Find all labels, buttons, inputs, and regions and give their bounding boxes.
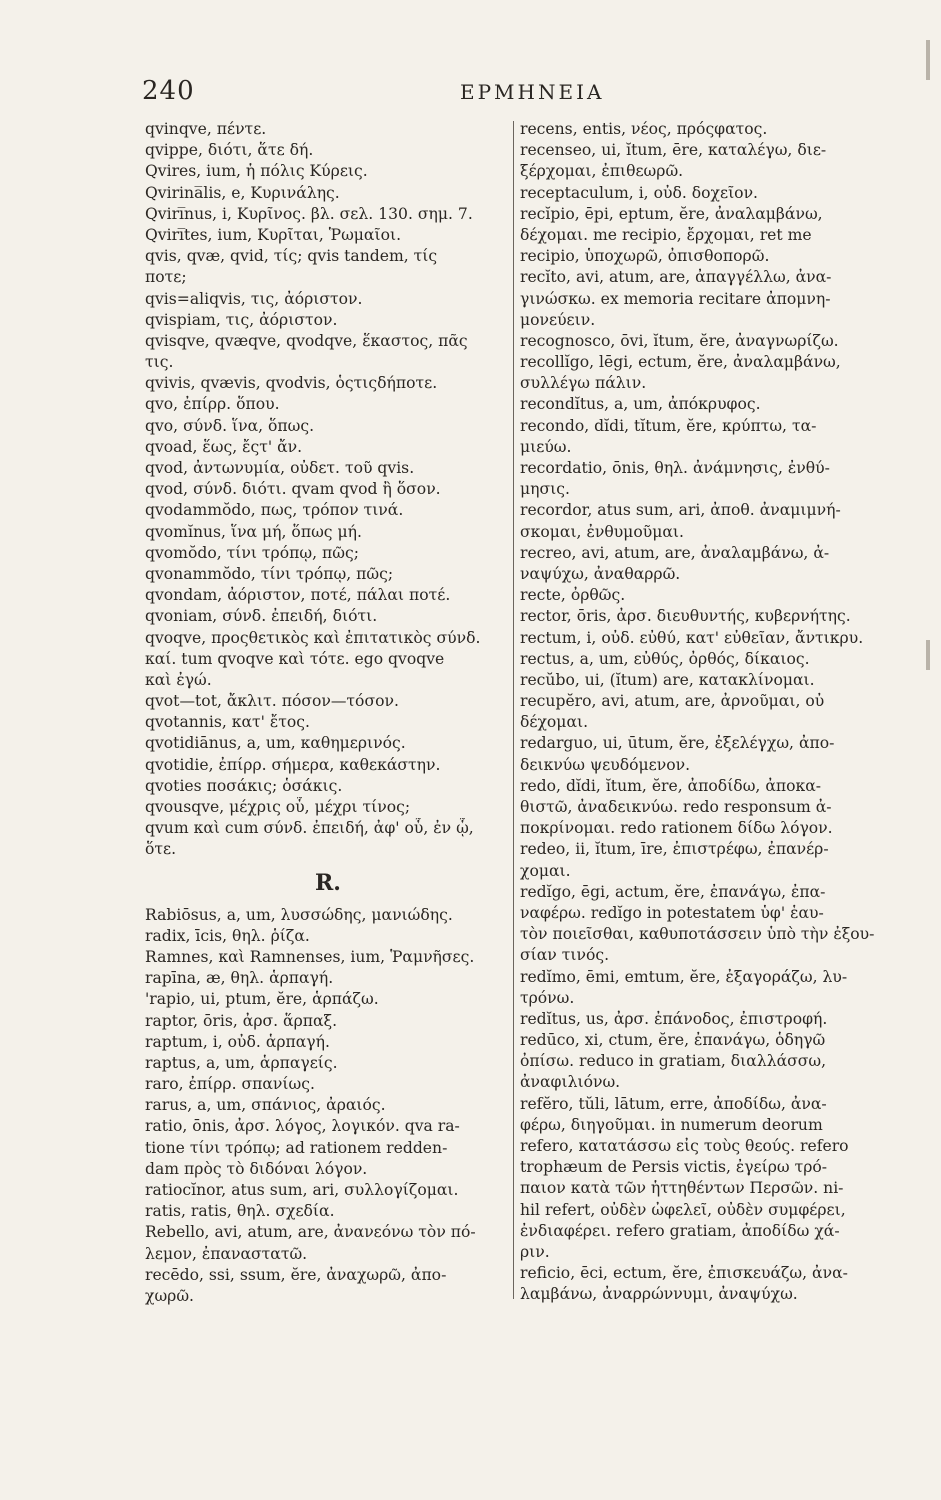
- entry-line: hil refert, οὐδὲν ὠφελεῖ, οὐδὲν συμφέρει,: [520, 1200, 846, 1219]
- entry-line: Rebello, avi, atum, are, ἀνανεόνω τὸν πό-: [145, 1223, 476, 1242]
- entry-line: qvod, ἀντωνυμία, οὐδετ. τοῦ qvis.: [145, 459, 415, 477]
- right-column: [520, 119, 900, 1306]
- entry-line: qvis, qvæ, qvid, τίς; qvis tandem, τίς: [145, 247, 438, 266]
- entry-line: redūco, xi, ctum, ĕre, ἐπανάγω, ὁδηγῶ: [520, 1031, 826, 1050]
- entry-line: σίαν τινός.: [520, 946, 610, 965]
- entry-line: Qvires, ium, ἡ πόλις Κύρεις.: [145, 162, 368, 181]
- entry-line: qvotidie, ἐπίρρ. σήμερα, καθεκάστην.: [145, 755, 441, 774]
- entry-line: ratio, ōnis, ἀρσ. λόγος, λογικόν. qva ra-: [145, 1117, 460, 1136]
- entry-line: τις.: [145, 353, 174, 372]
- entry-line: radix, īcis, θηλ. ῥίζα.: [145, 926, 310, 945]
- entry-line: δέχομαι. me recipio, ἔρχομαι, ret me: [520, 225, 812, 244]
- page-edge-mark: [926, 640, 930, 670]
- entry-line: rapīna, æ, θηλ. ἁρπαγή.: [145, 969, 334, 988]
- entry-line: raro, ἐπίρρ. σπανίως.: [145, 1075, 315, 1094]
- entry-line: qvum καὶ cum σύνδ. ἐπειδή, ἀφ' οὗ, ἐν ᾧ,: [145, 819, 474, 838]
- entry-line: recognosco, ōvi, ĭtum, ĕre, ἀναγνωρίζω.: [520, 331, 839, 350]
- entry-line: qvo, σύνδ. ἵνα, ὅπως.: [145, 416, 315, 435]
- entry-line: μονεύειν.: [520, 310, 596, 329]
- entry-line: μησις.: [520, 480, 570, 499]
- entry-line: qvotidiānus, a, um, καθημερινός.: [145, 734, 406, 753]
- entry-line: recreo, avi, atum, are, ἀναλαμβάνω, ἀ-: [520, 543, 830, 562]
- entry-line: recipio, ὑποχωρῶ, ὀπισθοπορῶ.: [520, 247, 770, 266]
- entry-line: 'rapio, ui, ptum, ĕre, ἁρπάζω.: [145, 990, 379, 1009]
- entry-line: refero, κατατάσσω εἰς τοὺς θεούς. refero: [520, 1137, 849, 1155]
- entry-line: qvispiam, τις, ἀόριστον.: [145, 310, 338, 329]
- entry-line: ριν.: [520, 1242, 550, 1261]
- entry-line: ποτε;: [145, 268, 187, 287]
- entry-line: raptus, a, um, ἁρπαγείς.: [145, 1053, 338, 1072]
- entry-line: recenseo, ui, ĭtum, ēre, καταλέγω, διε-: [520, 141, 827, 160]
- entry-line: rarus, a, um, σπάνιος, ἀραιός.: [145, 1096, 386, 1115]
- left-column: [145, 119, 511, 1307]
- entry-line: ναψύχω, ἀναθαρρῶ.: [520, 564, 681, 583]
- entry-line: qvivis, qvævis, qvodvis, ὁςτιςδήποτε.: [145, 374, 438, 393]
- entry-line: ὀπίσω. reduco in gratiam, διαλλάσσω,: [520, 1052, 827, 1071]
- entry-line: rectus, a, um, εὐθύς, ὀρθός, δίκαιος.: [520, 649, 810, 668]
- entry-line: λεμον, ἐπαναστατῶ.: [145, 1244, 308, 1263]
- page-number: 240: [142, 76, 195, 106]
- entry-line: ratis, ratis, θηλ. σχεδία.: [145, 1202, 335, 1221]
- entry-line: qvis=aliqvis, τις, ἀόριστον.: [145, 289, 363, 308]
- entry-line: recordor, atus sum, ari, ἀποθ. ἀναμιμνή-: [520, 501, 841, 520]
- entry-line: recondo, dĭdi, tĭtum, ĕre, κρύπτω, τα-: [520, 416, 817, 435]
- entry-line: recordatio, ōnis, θηλ. ἀνάμνησις, ἐνθύ-: [520, 459, 830, 477]
- entry-line: συλλέγω πάλιν.: [520, 374, 647, 393]
- entry-line: Qviri̅tes, ium, Κυρῖται, Ῥωμαῖοι.: [145, 225, 402, 244]
- entry-line: raptum, i, οὐδ. ἁρπαγή.: [145, 1032, 330, 1051]
- entry-line: ξέρχομαι, ἐπιθεωρῶ.: [520, 162, 684, 181]
- page-header: [142, 76, 762, 112]
- entry-line: redeo, ii, ĭtum, īre, ἐπιστρέφω, ἐπανέρ-: [520, 840, 829, 859]
- entry-line: ναφέρω. redĭgo in potestatem ὑφ' ἑαυ-: [520, 903, 824, 922]
- entry-line: recŭbo, ui, (ĭtum) are, κατακλίνομαι.: [520, 670, 815, 689]
- entry-line: σκομαι, ἐνθυμοῦμαι.: [520, 522, 684, 541]
- entry-line: θιστῶ, ἀναδεικνύω. redo responsum ἀ-: [520, 798, 832, 816]
- entry-line: redĭmo, ēmi, emtum, ĕre, ἐξαγοράζω, λυ-: [520, 967, 848, 986]
- entry-line: recĭpio, ēpi, eptum, ĕre, ἀναλαμβάνω,: [520, 204, 823, 223]
- entry-line: redo, dĭdi, ĭtum, ĕre, ἀποδίδω, ἀποκα-: [520, 776, 822, 795]
- entry-line: ἐνδιαφέρει. refero gratiam, ἀποδίδω χά-: [520, 1221, 840, 1240]
- entry-line: Qvirina̅lis, e, Κυρινάλης.: [145, 183, 340, 202]
- entry-line: qvoqve, προςθετικὸς καὶ ἐπιτατικὸς σύνδ.: [145, 628, 481, 647]
- entry-line: tione τίνι τρόπῳ; ad rationem redden-: [145, 1138, 448, 1157]
- entry-line: qvo, ἐπίρρ. ὅπου.: [145, 395, 280, 414]
- entry-line: καὶ ἐγώ.: [145, 670, 212, 689]
- entry-line: λαμβάνω, ἀναρρώννυμι, ἀναψύχω.: [520, 1285, 798, 1304]
- entry-line: qvippe, διότι, ἅτε δή.: [145, 141, 314, 160]
- entry-line: φέρω, διηγοῦμαι. in numerum deorum: [520, 1115, 823, 1134]
- entry-line: dam πρὸς τὸ διδόναι λόγον.: [145, 1159, 368, 1178]
- entry-line: recollĭgo, lēgi, ectum, ĕre, ἀναλαμβάνω,: [520, 353, 841, 372]
- entry-line: Qviri̅nus, i, Κυρῖνος. βλ. σελ. 130. σημ. 7.: [145, 204, 473, 223]
- entry-line: qvondam, ἀόριστον, ποτέ, πάλαι ποτέ.: [145, 586, 451, 605]
- entry-line: qvod, σύνδ. διότι. qvam qvod ἢ ὅσον.: [145, 480, 441, 499]
- entry-line: ἀναφιλιόνω.: [520, 1073, 621, 1092]
- entry-line: γινώσκω. ex memoria recitare ἀπομνη-: [520, 289, 831, 308]
- entry-line: παιον κατὰ τῶν ἡττηθέντων Περσῶν. ni-: [520, 1179, 844, 1198]
- entry-line: recondĭtus, a, um, ἀπόκρυφος.: [520, 395, 761, 414]
- entry-line: raptor, ōris, ἀρσ. ἅρπαξ.: [145, 1011, 338, 1030]
- page-edge-mark: [926, 40, 930, 80]
- entry-line: qvonammŏdo, τίνι τρόπῳ, πῶς;: [145, 564, 394, 583]
- entry-line: δεικνύω ψευδόμενον.: [520, 755, 691, 774]
- entry-line: τρόνω.: [520, 988, 575, 1007]
- entry-line: καί. tum qvoqve καὶ τότε. ego qvoqve: [145, 649, 445, 668]
- entry-line: χωρῶ.: [145, 1286, 195, 1305]
- entry-line: recĭto, avi, atum, are, ἀπαγγέλλω, ἀνα-: [520, 268, 832, 287]
- entry-line: μιεύω.: [520, 437, 572, 456]
- entry-line: trophæum de Persis victis, ἐγείρω τρό-: [520, 1158, 828, 1177]
- entry-line: qvomŏdo, τίνι τρόπῳ, πῶς;: [145, 543, 359, 562]
- running-title: ΕΡΜΗΝΕΙΑ: [460, 80, 605, 104]
- entry-line: receptaculum, i, οὐδ. δοχεῖον.: [520, 183, 759, 202]
- entry-line: δέχομαι.: [520, 713, 589, 732]
- entry-line: χομαι.: [520, 861, 571, 880]
- entry-line: τὸν ποιεῖσθαι, καθυποτάσσειν ὑπὸ τὴν ἐξου-: [520, 925, 875, 944]
- entry-line: ratiocĭnor, atus sum, ari, συλλογίζομαι.: [145, 1181, 459, 1199]
- entry-line: ὅτε.: [145, 840, 177, 859]
- entry-line: qvinqve, πέντε.: [145, 120, 267, 138]
- entry-line: recens, entis, νέος, πρόςφατος.: [520, 120, 768, 138]
- entry-line: Ramnes, καὶ Ramnenses, ium, Ῥαμνῆσες.: [145, 947, 475, 966]
- entry-line: qvot—tot, ἄκλιτ. πόσον—τόσον.: [145, 692, 399, 711]
- entry-line: recēdo, ssi, ssum, ĕre, ἀναχωρῶ, ἀπο-: [145, 1265, 447, 1284]
- entry-line: rector, ōris, ἀρσ. διευθυντής, κυβερνήτης.: [520, 607, 851, 626]
- entry-line: qvodammŏdo, πως, τρόπον τινά.: [145, 501, 404, 520]
- entry-line: reficio, ēci, ectum, ĕre, ἐπισκευάζω, ἀνα-: [520, 1264, 848, 1283]
- entry-line: rectum, i, οὐδ. εὐθύ, κατ' εὐθεῖαν, ἄντικρυ.: [520, 628, 864, 647]
- entry-line: redĭgo, ēgi, actum, ĕre, ἐπανάγω, ἐπα-: [520, 882, 826, 901]
- entry-line: qvomĭnus, ἵνα μή, ὅπως μή.: [145, 522, 362, 541]
- entry-line: qvisqve, qvæqve, qvodqve, ἕκαστος, πᾶς: [145, 331, 468, 350]
- entry-line: qvoniam, σύνδ. ἐπειδή, διότι.: [145, 607, 378, 626]
- entry-line: refĕro, tŭli, lātum, erre, ἀποδίδω, ἀνα-: [520, 1094, 827, 1113]
- section-letter: R.: [315, 869, 341, 896]
- entry-line: ποκρίνομαι. redo rationem δίδω λόγον.: [520, 819, 833, 838]
- entry-line: qvousqve, μέχρις οὗ, μέχρι τίνος;: [145, 798, 411, 816]
- entry-line: recte, ὀρθῶς.: [520, 586, 626, 605]
- entry-line: recupĕro, avi, atum, are, ἀρνοῦμαι, οὐ: [520, 692, 825, 711]
- entry-line: qvotannis, κατ' ἔτος.: [145, 713, 310, 732]
- entry-line: qvoad, ἕως, ἔςτ' ἄν.: [145, 437, 303, 456]
- entry-line: qvoties ποσάκις; ὁσάκις.: [145, 776, 343, 795]
- entry-line: Rabiōsus, a, um, λυσσώδης, μανιώδης.: [145, 905, 453, 924]
- column-divider: [513, 121, 514, 1299]
- entry-line: redarguo, ui, ūtum, ĕre, ἐξελέγχω, ἀπο-: [520, 734, 835, 753]
- entry-line: redĭtus, us, ἀρσ. ἐπάνοδος, ἐπιστροφή.: [520, 1009, 828, 1028]
